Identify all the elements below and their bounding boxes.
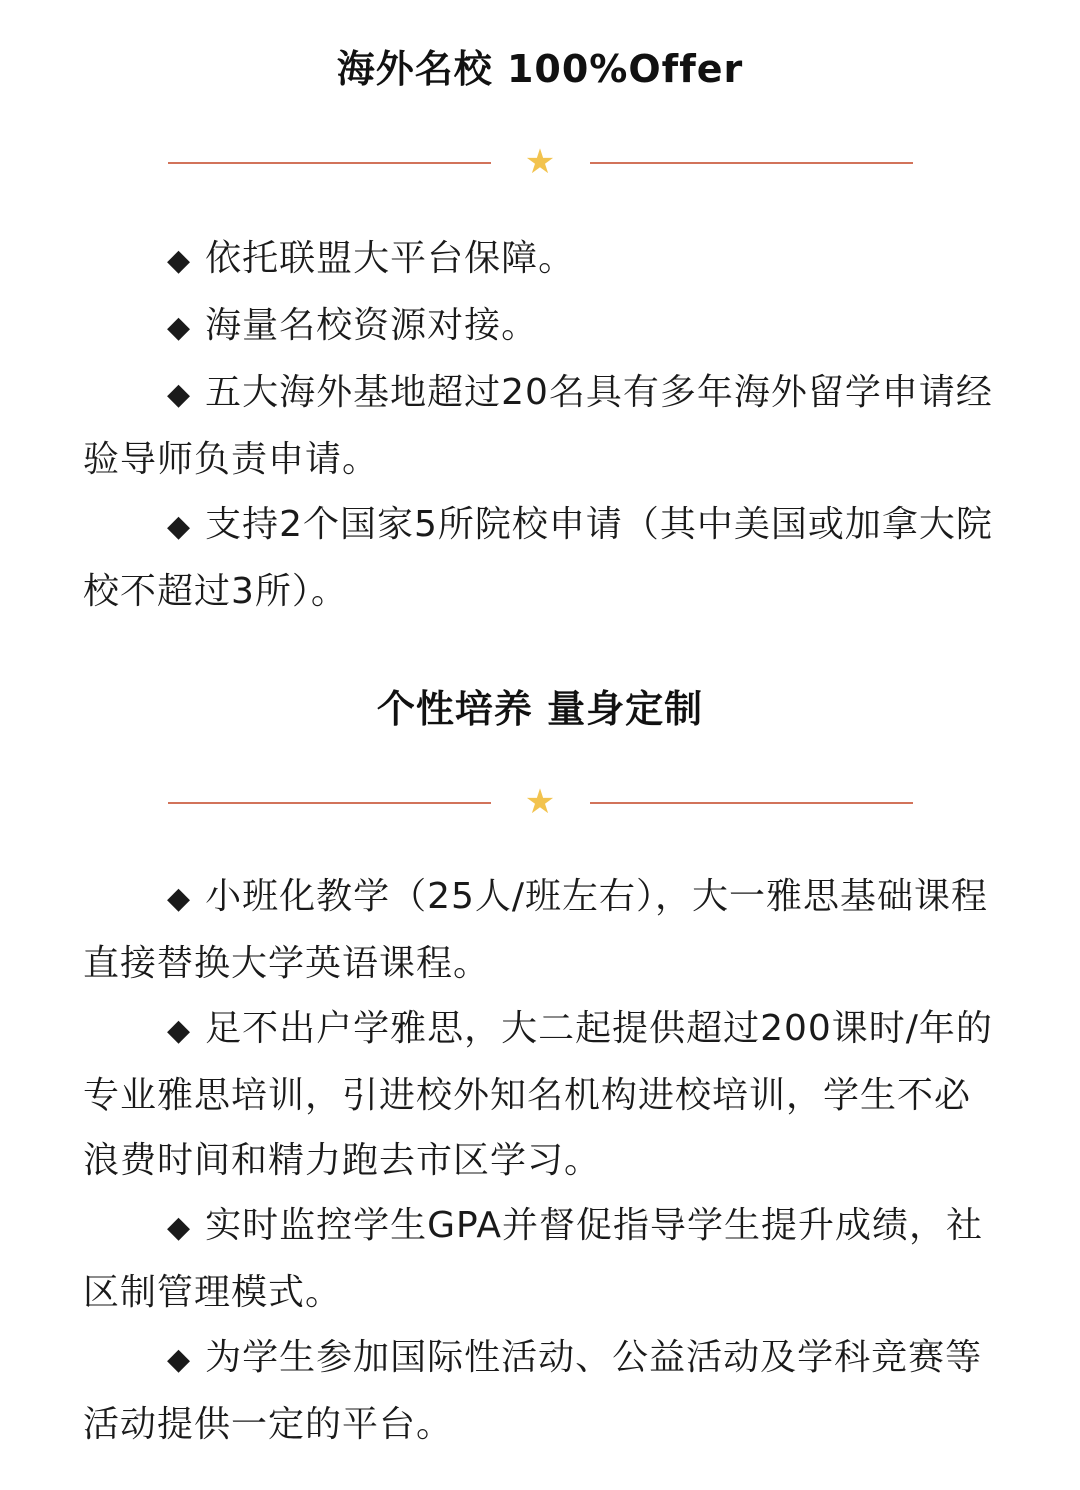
section-title-offer: 海外名校 100%Offer	[336, 47, 744, 91]
list-item	[83, 226, 998, 293]
diamond-bullet-icon: ◆	[167, 1342, 192, 1377]
diamond-bullet-icon: ◆	[167, 377, 192, 412]
diamond-bullet-icon: ◆	[167, 1210, 192, 1245]
list-item-text: 为学生参加国际性活动、公益活动及学科竞赛等活动提供一定的平台。	[83, 1337, 983, 1445]
list-item	[83, 360, 998, 492]
diamond-bullet-icon: ◆	[167, 310, 192, 345]
list-item-text: 依托联盟大平台保障。	[205, 238, 576, 279]
star-icon: ★	[524, 782, 556, 822]
list-item-text: 五大海外基地超过20名具有多年海外留学申请经验导师负责申请。	[83, 372, 993, 480]
bullet-list-offer	[83, 226, 998, 624]
diamond-bullet-icon: ◆	[167, 509, 192, 544]
list-item	[83, 293, 998, 360]
divider-rule-right	[590, 802, 913, 804]
list-item	[83, 492, 998, 624]
list-item-text: 足不出户学雅思，大二起提供超过200课时/年的专业雅思培训，引进校外知名机构进校培训，学生不必浪费时间和精力跑去市区学习。	[83, 1008, 993, 1181]
diamond-bullet-icon: ◆	[167, 881, 192, 916]
star-icon: ★	[524, 142, 556, 182]
list-item-text: 海量名校资源对接。	[205, 305, 539, 346]
list-item	[83, 864, 998, 996]
list-item	[83, 1325, 998, 1457]
diamond-bullet-icon: ◆	[167, 1013, 192, 1048]
divider-rule-right	[590, 162, 913, 164]
section-title-custom: 个性培养 量身定制	[376, 687, 704, 731]
list-item	[83, 996, 998, 1193]
diamond-bullet-icon: ◆	[167, 243, 192, 278]
section-divider	[0, 782, 1080, 822]
list-item-text: 实时监控学生GPA并督促指导学生提升成绩，社区制管理模式。	[83, 1205, 984, 1313]
list-item-text: 支持2个国家5所院校申请（其中美国或加拿大院校不超过3所）。	[83, 504, 993, 612]
divider-rule-left	[168, 802, 491, 804]
bullet-list-custom	[83, 864, 998, 1457]
list-item-text: 小班化教学（25人/班左右），大一雅思基础课程直接替换大学英语课程。	[83, 876, 989, 984]
divider-rule-left	[168, 162, 491, 164]
list-item	[83, 1193, 998, 1325]
section-divider	[0, 142, 1080, 182]
